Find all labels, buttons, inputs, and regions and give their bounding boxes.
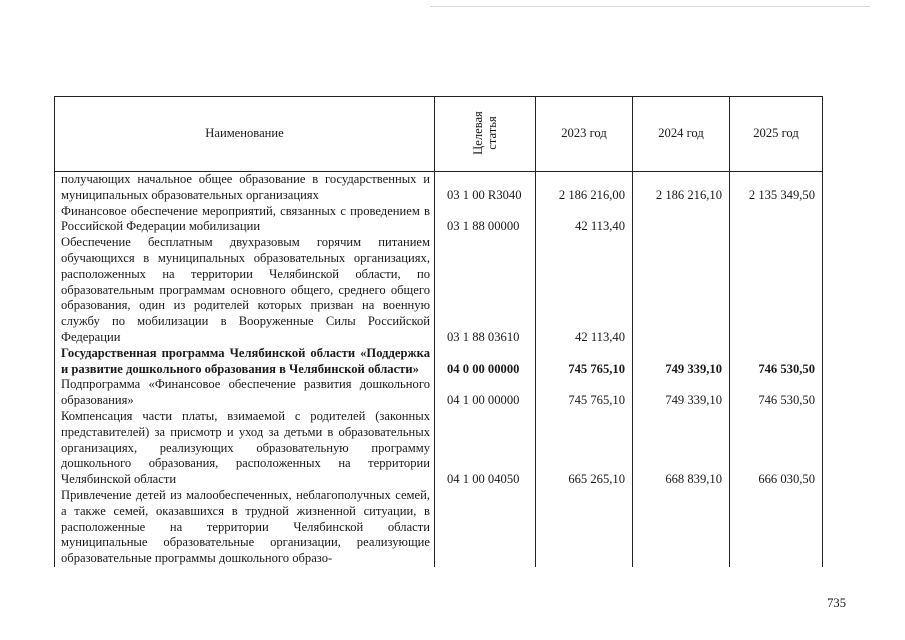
table-row — [55, 235, 823, 346]
scan-artifact-line — [430, 6, 870, 7]
row-2024: 668 839,10 — [633, 409, 730, 488]
row-2025 — [730, 235, 823, 346]
row-2023: 745 765,10 — [536, 346, 633, 378]
row-name: Привлечение детей из малообеспеченных, неблагополучных семей, а также семей, оказавшихся в трудной жизненной ситуации, в расположенные на территории Челябинской области муниципальные образовательные организации, реализующие образовательные программы дошкольного образо- — [55, 488, 435, 567]
page-number: 735 — [827, 596, 846, 610]
row-2024 — [633, 204, 730, 236]
header-name: Наименование — [55, 97, 435, 172]
row-2024: 749 339,10 — [633, 346, 730, 378]
table-row-program — [55, 346, 823, 378]
row-2024: 749 339,10 — [633, 377, 730, 409]
row-2023 — [536, 488, 633, 567]
header-2023: 2023 год — [536, 97, 633, 172]
row-2025: 666 030,50 — [730, 409, 823, 488]
budget-table — [54, 96, 823, 567]
row-code: 03 1 88 00000 — [435, 204, 536, 236]
header-2025: 2025 год — [730, 97, 823, 172]
table-row — [55, 409, 823, 488]
row-2023: 745 765,10 — [536, 377, 633, 409]
row-code: 04 0 00 00000 — [435, 346, 536, 378]
row-2024: 2 186 216,10 — [633, 172, 730, 204]
row-2023: 665 265,10 — [536, 409, 633, 488]
row-code: 04 1 00 00000 — [435, 377, 536, 409]
header-code-line2: статья — [484, 116, 499, 150]
table-row — [55, 204, 823, 236]
row-2024 — [633, 488, 730, 567]
row-name: Государственная программа Челябинской области «Поддержка и развитие дошкольного образования в Челябинской области» — [55, 346, 435, 378]
row-2023: 2 186 216,00 — [536, 172, 633, 204]
table-row — [55, 488, 823, 567]
header-code-line1: Целевая — [470, 111, 485, 155]
row-code — [435, 488, 536, 567]
row-name: Финансовое обеспечение мероприятий, связанных с проведением в Российской Федерации мобилизации — [55, 204, 435, 236]
row-name: Подпрограмма «Финансовое обеспечение развития дошкольного образования» — [55, 377, 435, 409]
row-name: Компенсация части платы, взимаемой с родителей (законных представителей) за присмотр и уход за детьми в образовательных организациях, реализующих образовательную программу дошкольного образования, расположенных на территории Челябинской области — [55, 409, 435, 488]
row-2025: 746 530,50 — [730, 377, 823, 409]
row-code: 03 1 88 03610 — [435, 235, 536, 346]
row-name: Обеспечение бесплатным двухразовым горячим питанием обучающихся в муниципальных образовательных организациях, расположенных на территории Челябинской области, по образовательным программам основного общего, среднего общего образования, один из родителей которых призван на военную службу по мобилизации в Вооруженные Силы Российской Федерации — [55, 235, 435, 346]
row-2025 — [730, 204, 823, 236]
header-2024: 2024 год — [633, 97, 730, 172]
header-code — [435, 97, 536, 172]
row-2023: 42 113,40 — [536, 204, 633, 236]
table-row — [55, 172, 823, 204]
table-row — [55, 377, 823, 409]
table-header-row — [55, 97, 823, 172]
row-2025: 2 135 349,50 — [730, 172, 823, 204]
row-name: получающих начальное общее образование в государственных и муниципальных образовательных организациях — [55, 172, 435, 204]
row-2024 — [633, 235, 730, 346]
row-2025 — [730, 488, 823, 567]
row-code: 03 1 00 R3040 — [435, 172, 536, 204]
row-code: 04 1 00 04050 — [435, 409, 536, 488]
header-code-label — [471, 111, 499, 155]
row-2023: 42 113,40 — [536, 235, 633, 346]
row-2025: 746 530,50 — [730, 346, 823, 378]
